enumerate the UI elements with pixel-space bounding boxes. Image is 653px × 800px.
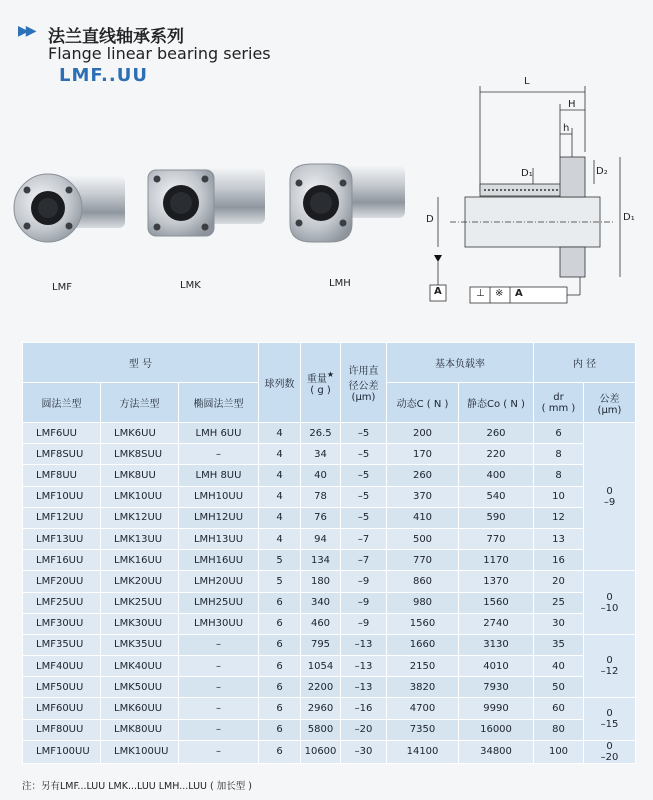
cell-weight: 795 — [301, 634, 341, 655]
cell-lmh: – — [179, 719, 259, 740]
cell-balls: 6 — [259, 656, 301, 677]
cell-co: 1170 — [459, 550, 534, 571]
cell-dr-tolerance: 0 –12 — [584, 634, 636, 698]
cell-lmh: LMH16UU — [179, 550, 259, 571]
dim-label-h: h — [563, 123, 570, 134]
cell-lmh: LMH25UU — [179, 592, 259, 613]
title-chinese: 法兰直线轴承系列 — [48, 27, 184, 47]
cell-dr: 12 — [534, 507, 584, 528]
cell-weight: 26.5 — [301, 423, 341, 444]
cell-dr-tolerance: 0 –15 — [584, 698, 636, 740]
cell-c: 4700 — [387, 698, 459, 719]
cell-weight: 10600 — [301, 740, 341, 763]
table-row — [23, 550, 636, 571]
cell-lmh: LMH 6UU — [179, 423, 259, 444]
table-row — [23, 698, 636, 719]
table-row — [23, 613, 636, 634]
cell-dr: 6 — [534, 423, 584, 444]
cell-lmf: LMF6UU — [23, 423, 101, 444]
dim-label-L: L — [524, 76, 530, 87]
fcf-datum-label: A — [515, 288, 523, 299]
col-header-dr-tolerance: 公差 (μm) — [584, 383, 636, 423]
cell-tol: –5 — [341, 444, 387, 465]
cell-c: 770 — [387, 550, 459, 571]
cell-balls: 4 — [259, 528, 301, 549]
cell-tol: –9 — [341, 613, 387, 634]
cell-balls: 6 — [259, 592, 301, 613]
cell-weight: 94 — [301, 528, 341, 549]
cell-co: 1370 — [459, 571, 534, 592]
cell-dr: 40 — [534, 656, 584, 677]
table-row — [23, 740, 636, 763]
cell-weight: 78 — [301, 486, 341, 507]
cell-co: 590 — [459, 507, 534, 528]
cell-lmk: LMK20UU — [101, 571, 179, 592]
cell-co: 9990 — [459, 698, 534, 719]
cell-tol: –5 — [341, 423, 387, 444]
col-header-dr: dr ( mm ) — [534, 383, 584, 423]
cell-weight: 76 — [301, 507, 341, 528]
cell-lmk: LMK16UU — [101, 550, 179, 571]
cell-balls: 4 — [259, 465, 301, 486]
footnote: 注：另有LMF...LUU LMK...LUU LMH...LUU ( 加长型 ) — [22, 781, 252, 792]
cell-co: 34800 — [459, 740, 534, 763]
cell-tol: –13 — [341, 677, 387, 698]
col-header-weight: 重量★ ( g ) — [301, 343, 341, 423]
product-photos — [0, 150, 420, 300]
photo-label-lmk: LMK — [180, 280, 201, 291]
cell-co: 4010 — [459, 656, 534, 677]
cell-weight: 1054 — [301, 656, 341, 677]
cell-co: 220 — [459, 444, 534, 465]
cell-lmf: LMF60UU — [23, 698, 101, 719]
cell-weight: 2200 — [301, 677, 341, 698]
cell-lmk: LMK8UU — [101, 465, 179, 486]
dimension-diagram — [420, 72, 645, 312]
cell-dr: 10 — [534, 486, 584, 507]
cell-lmk: LMK6UU — [101, 423, 179, 444]
cell-lmh: LMH20UU — [179, 571, 259, 592]
cell-weight: 5800 — [301, 719, 341, 740]
cell-balls: 6 — [259, 613, 301, 634]
cell-c: 14100 — [387, 740, 459, 763]
cell-tol: –7 — [341, 550, 387, 571]
cell-lmk: LMK50UU — [101, 677, 179, 698]
cell-balls: 4 — [259, 486, 301, 507]
cell-c: 200 — [387, 423, 459, 444]
cell-lmk: LMK60UU — [101, 698, 179, 719]
cell-lmf: LMF35UU — [23, 634, 101, 655]
table-row — [23, 592, 636, 613]
cell-dr: 8 — [534, 465, 584, 486]
cell-co: 260 — [459, 423, 534, 444]
cell-dr-tolerance: 0 –10 — [584, 571, 636, 635]
technical-drawing — [420, 72, 645, 312]
cell-lmf: LMF30UU — [23, 613, 101, 634]
table-row — [23, 528, 636, 549]
col-group-model: 型 号 — [23, 343, 259, 383]
cell-lmh: – — [179, 444, 259, 465]
cell-lmf: LMF12UU — [23, 507, 101, 528]
cell-lmf: LMF8UU — [23, 465, 101, 486]
cell-dr: 60 — [534, 698, 584, 719]
table-row — [23, 444, 636, 465]
cell-c: 260 — [387, 465, 459, 486]
cell-dr: 50 — [534, 677, 584, 698]
spec-table — [22, 342, 636, 764]
double-arrow-icon: ▶▶ — [18, 23, 34, 39]
cell-tol: –7 — [341, 528, 387, 549]
cell-lmh: – — [179, 698, 259, 719]
cell-c: 2150 — [387, 656, 459, 677]
cell-lmf: LMF40UU — [23, 656, 101, 677]
table-row — [23, 571, 636, 592]
cell-tol: –5 — [341, 465, 387, 486]
cell-tol: –5 — [341, 507, 387, 528]
cell-lmh: LMH 8UU — [179, 465, 259, 486]
cell-weight: 460 — [301, 613, 341, 634]
model-series: LMF..UU — [59, 65, 148, 86]
col-header-balls: 球列数 — [259, 343, 301, 423]
cell-lmk: LMK8SUU — [101, 444, 179, 465]
cell-lmf: LMF80UU — [23, 719, 101, 740]
cell-dr: 30 — [534, 613, 584, 634]
cell-balls: 4 — [259, 444, 301, 465]
cell-dr: 35 — [534, 634, 584, 655]
table-row — [23, 719, 636, 740]
cell-co: 16000 — [459, 719, 534, 740]
dim-label-D2: D₂ — [596, 166, 608, 177]
cell-c: 860 — [387, 571, 459, 592]
cell-c: 170 — [387, 444, 459, 465]
cell-balls: 6 — [259, 677, 301, 698]
cell-balls: 5 — [259, 571, 301, 592]
cell-lmk: LMK13UU — [101, 528, 179, 549]
table-row — [23, 656, 636, 677]
dim-label-D1-inner: D₁ — [521, 168, 533, 179]
cell-lmh: – — [179, 740, 259, 763]
col-header-square: 方法兰型 — [101, 383, 179, 423]
bearing-illustrations — [0, 150, 420, 300]
table-row — [23, 634, 636, 655]
cell-tol: –5 — [341, 486, 387, 507]
cell-weight: 2960 — [301, 698, 341, 719]
cell-lmh: – — [179, 677, 259, 698]
cell-lmf: LMF16UU — [23, 550, 101, 571]
cell-lmf: LMF25UU — [23, 592, 101, 613]
cell-tol: –13 — [341, 634, 387, 655]
cell-c: 370 — [387, 486, 459, 507]
cell-c: 1660 — [387, 634, 459, 655]
col-group-load: 基本负载率 — [387, 343, 534, 383]
spec-table-body — [23, 423, 636, 764]
table-row — [23, 465, 636, 486]
cell-co: 2740 — [459, 613, 534, 634]
cell-dr-tolerance: 0 –9 — [584, 423, 636, 571]
cell-dr: 8 — [534, 444, 584, 465]
cell-lmf: LMF8SUU — [23, 444, 101, 465]
cell-lmk: LMK100UU — [101, 740, 179, 763]
photo-label-lmh: LMH — [329, 278, 351, 289]
cell-balls: 4 — [259, 507, 301, 528]
lmk-bearing-photo — [148, 168, 265, 236]
dim-label-D1-outer: D₁ — [623, 212, 635, 223]
tolerance-note-symbol: ※ — [495, 288, 504, 299]
col-group-inner: 内 径 — [534, 343, 636, 383]
cell-lmf: LMF100UU — [23, 740, 101, 763]
cell-lmh: – — [179, 656, 259, 677]
table-row — [23, 423, 636, 444]
cell-weight: 40 — [301, 465, 341, 486]
cell-lmh: LMH12UU — [179, 507, 259, 528]
cell-lmk: LMK40UU — [101, 656, 179, 677]
cell-co: 770 — [459, 528, 534, 549]
cell-balls: 6 — [259, 698, 301, 719]
cell-dr: 20 — [534, 571, 584, 592]
cell-co: 1560 — [459, 592, 534, 613]
cell-dr: 100 — [534, 740, 584, 763]
cell-tol: –20 — [341, 719, 387, 740]
cell-lmk: LMK80UU — [101, 719, 179, 740]
cell-c: 980 — [387, 592, 459, 613]
col-header-oval: 椭圆法兰型 — [179, 383, 259, 423]
lmf-bearing-photo — [14, 174, 125, 242]
title-english: Flange linear bearing series — [48, 44, 271, 63]
cell-tol: –30 — [341, 740, 387, 763]
cell-weight: 134 — [301, 550, 341, 571]
col-header-dynamic: 动态C ( N ) — [387, 383, 459, 423]
cell-c: 7350 — [387, 719, 459, 740]
cell-tol: –13 — [341, 656, 387, 677]
perpendicularity-symbol: ⊥ — [476, 288, 485, 299]
cell-lmf: LMF50UU — [23, 677, 101, 698]
cell-dr: 80 — [534, 719, 584, 740]
cell-tol: –9 — [341, 571, 387, 592]
cell-c: 410 — [387, 507, 459, 528]
cell-dr: 13 — [534, 528, 584, 549]
cell-balls: 6 — [259, 634, 301, 655]
cell-c: 1560 — [387, 613, 459, 634]
cell-co: 7930 — [459, 677, 534, 698]
cell-lmk: LMK12UU — [101, 507, 179, 528]
cell-lmf: LMF20UU — [23, 571, 101, 592]
cell-tol: –16 — [341, 698, 387, 719]
cell-co: 400 — [459, 465, 534, 486]
cell-co: 540 — [459, 486, 534, 507]
cell-lmh: LMH30UU — [179, 613, 259, 634]
cell-tol: –9 — [341, 592, 387, 613]
cell-c: 3820 — [387, 677, 459, 698]
cell-weight: 34 — [301, 444, 341, 465]
photo-label-lmf: LMF — [52, 282, 72, 293]
col-header-tolerance: 许用直 径公差 (μm) — [341, 343, 387, 423]
table-row — [23, 507, 636, 528]
dim-label-H: H — [568, 99, 576, 110]
cell-dr: 25 — [534, 592, 584, 613]
cell-balls: 6 — [259, 740, 301, 763]
cell-lmh: – — [179, 634, 259, 655]
cell-lmk: LMK35UU — [101, 634, 179, 655]
cell-lmk: LMK10UU — [101, 486, 179, 507]
cell-balls: 5 — [259, 550, 301, 571]
cell-lmk: LMK30UU — [101, 613, 179, 634]
col-header-round: 圆法兰型 — [23, 383, 101, 423]
cell-co: 3130 — [459, 634, 534, 655]
table-row — [23, 677, 636, 698]
cell-lmf: LMF13UU — [23, 528, 101, 549]
cell-dr: 16 — [534, 550, 584, 571]
cell-dr-tolerance: 0 –20 — [584, 740, 636, 763]
cell-lmk: LMK25UU — [101, 592, 179, 613]
cell-balls: 6 — [259, 719, 301, 740]
cell-weight: 340 — [301, 592, 341, 613]
lmh-bearing-photo — [290, 164, 405, 242]
cell-weight: 180 — [301, 571, 341, 592]
col-header-static: 静态Co ( N ) — [459, 383, 534, 423]
datum-label: A — [434, 286, 442, 297]
dim-label-D: D — [426, 214, 434, 225]
table-row — [23, 486, 636, 507]
cell-lmf: LMF10UU — [23, 486, 101, 507]
cell-c: 500 — [387, 528, 459, 549]
cell-balls: 4 — [259, 423, 301, 444]
cell-lmh: LMH13UU — [179, 528, 259, 549]
cell-lmh: LMH10UU — [179, 486, 259, 507]
